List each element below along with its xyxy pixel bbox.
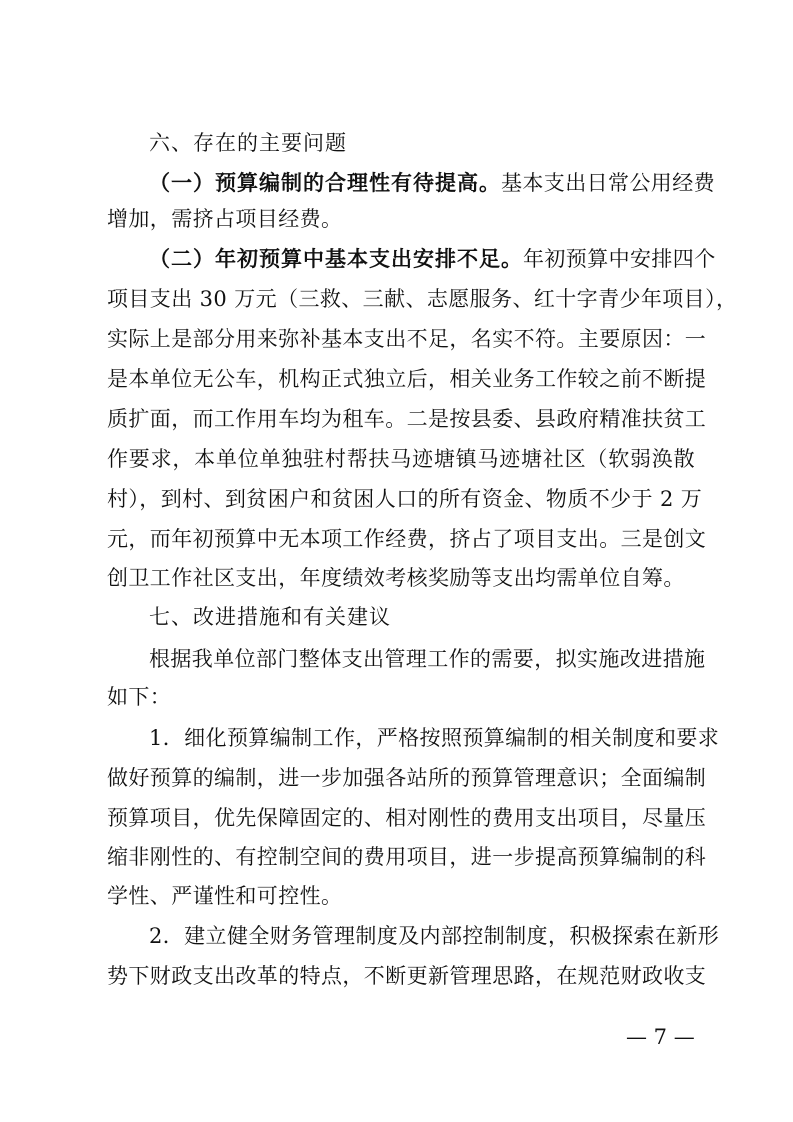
paragraph-line: 学性、严谨性和可控性。 xyxy=(107,884,343,908)
paragraph-line: 实际上是部分用来弥补基本支出不足，名实不符。主要原因：一 xyxy=(107,327,707,351)
paragraph-line: 创卫工作社区支出，年度绩效考核奖励等支出均需单位自筹。 xyxy=(107,566,685,590)
issue-text: 基本支出日常公用经费 xyxy=(501,171,715,195)
paragraph-line: 做好预算的编制，进一步加强各站所的预算管理意识；全面编制 xyxy=(107,766,707,790)
section-heading-measures: 七、改进措施和有关建议 xyxy=(149,605,391,629)
paragraph-line: 是本单位无公车，机构正式独立后，相关业务工作较之前不断提 xyxy=(107,367,707,391)
paragraph-line: 质扩面，而工作用车均为租车。二是按县委、县政府精准扶贫工 xyxy=(107,407,707,431)
paragraph-line: 村），到村、到贫困户和贫困人口的所有资金、物质不少于 2 万 xyxy=(107,487,703,511)
paragraph-line: 预算项目，优先保障固定的、相对刚性的费用支出项目，尽量压 xyxy=(107,806,707,830)
paragraph-line: 1．细化预算编制工作，严格按照预算编制的相关制度和要求 xyxy=(149,726,720,750)
paragraph-line: 项目支出 30 万元（三救、三献、志愿服务、红十字青少年项目）， xyxy=(107,287,738,311)
issue-title: （二）年初预算中基本支出安排不足。 xyxy=(149,246,523,271)
paragraph-line: 增加，需挤占项目经费。 xyxy=(107,207,343,231)
paragraph-line: 根据我单位部门整体支出管理工作的需要，拟实施改进措施 xyxy=(149,647,706,671)
issue-text: 年初预算中安排四个 xyxy=(523,247,716,271)
paragraph-line xyxy=(149,245,716,273)
paragraph-line: 元，而年初预算中无本项工作经费，挤占了项目支出。三是创文 xyxy=(107,527,707,551)
paragraph-line: 势下财政支出改革的特点，不断更新管理思路，在规范财政收支 xyxy=(107,964,707,988)
paragraph-line: 缩非刚性的、有控制空间的费用项目，进一步提高预算编制的科 xyxy=(107,845,707,869)
paragraph-line: 2．建立健全财务管理制度及内部控制制度，积极探索在新形 xyxy=(149,924,720,948)
issue-title: （一）预算编制的合理性有待提高。 xyxy=(149,170,501,195)
paragraph-line: 如下： xyxy=(107,685,172,709)
paragraph-line xyxy=(149,169,715,197)
page-number: — 7 — xyxy=(626,1025,695,1049)
paragraph-line: 作要求，本单位单独驻村帮扶马迹塘镇马迹塘社区（软弱涣散 xyxy=(107,447,695,471)
section-heading-problems: 六、存在的主要问题 xyxy=(149,131,347,155)
